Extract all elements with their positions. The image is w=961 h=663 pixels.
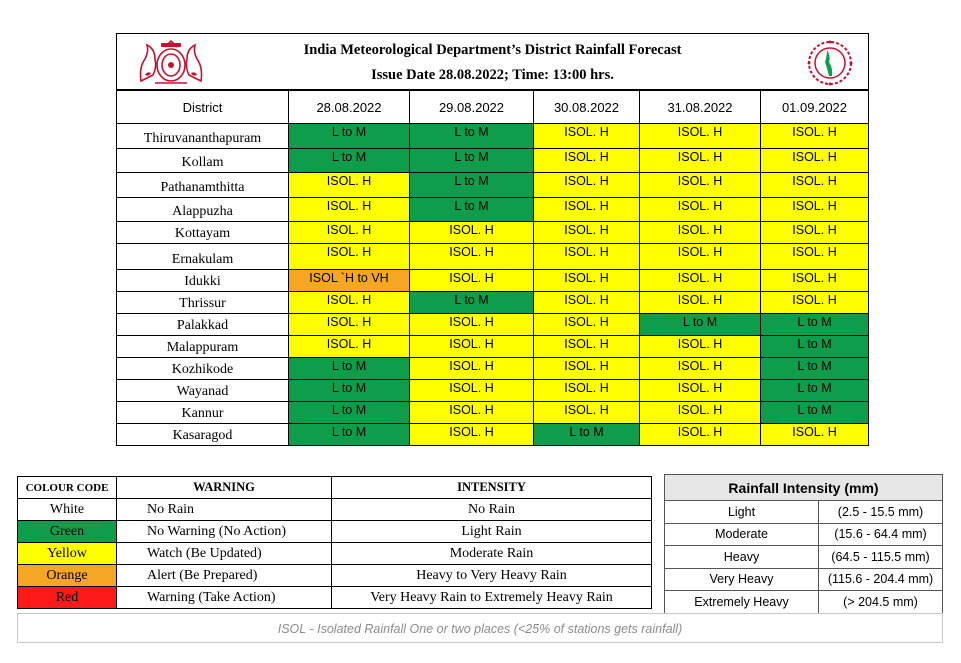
intensity-cell: No Rain — [332, 499, 652, 521]
forecast-cell: ISOL. H — [534, 314, 640, 336]
forecast-cell: ISOL. H — [640, 292, 761, 314]
district-name: Ernakulam — [117, 244, 289, 270]
forecast-cell: ISOL. H — [289, 173, 410, 198]
forecast-cell: ISOL. H — [534, 380, 640, 402]
forecast-cell: ISOL. H — [534, 270, 640, 292]
forecast-cell: L to M — [761, 402, 869, 424]
issue-date: Issue Date 28.08.2022; Time: 13:00 hrs. — [371, 67, 614, 83]
district-row — [117, 198, 869, 222]
district-row — [117, 292, 869, 314]
forecast-cell: ISOL. H — [761, 198, 869, 222]
intensity-row — [665, 568, 943, 591]
forecast-cell: ISOL. H — [410, 358, 534, 380]
date-column-header: 30.08.2022 — [534, 91, 640, 124]
district-row — [117, 270, 869, 292]
forecast-cell: L to M — [289, 124, 410, 149]
forecast-cell: ISOL. H — [410, 314, 534, 336]
forecast-cell: ISOL. H — [410, 270, 534, 292]
forecast-cell: ISOL. H — [761, 270, 869, 292]
intensity-category: Very Heavy — [665, 568, 819, 591]
forecast-cell: ISOL. H — [534, 336, 640, 358]
intensity-range: (15.6 - 64.4 mm) — [819, 523, 943, 546]
district-name: Kasaragod — [117, 424, 289, 446]
intensity-cell: Very Heavy Rain to Extremely Heavy Rain — [332, 587, 652, 609]
district-row — [117, 124, 869, 149]
district-row — [117, 380, 869, 402]
table-header-row — [117, 91, 869, 124]
forecast-cell: ISOL. H — [534, 222, 640, 244]
intensity-category: Heavy — [665, 546, 819, 569]
legend-row — [18, 521, 652, 543]
forecast-cell: ISOL. H — [534, 149, 640, 173]
warning-header: WARNING — [117, 477, 332, 499]
forecast-cell: ISOL. H — [289, 198, 410, 222]
forecast-cell: L to M — [410, 173, 534, 198]
district-name: Palakkad — [117, 314, 289, 336]
district-forecast-table — [116, 90, 869, 446]
legend-row — [18, 587, 652, 609]
district-row — [117, 244, 869, 270]
colour-code-cell: White — [18, 499, 117, 521]
district-name: Kannur — [117, 402, 289, 424]
legend-row — [18, 499, 652, 521]
forecast-cell: ISOL. H — [534, 124, 640, 149]
intensity-table-body — [665, 501, 943, 614]
report-header — [116, 33, 869, 90]
date-column-header: 31.08.2022 — [640, 91, 761, 124]
colour-code-cell: Yellow — [18, 543, 117, 565]
forecast-cell: ISOL. H — [410, 244, 534, 270]
forecast-cell: ISOL. H — [640, 124, 761, 149]
district-name: Idukki — [117, 270, 289, 292]
forecast-cell: L to M — [410, 149, 534, 173]
colour-code-legend — [17, 476, 652, 609]
intensity-category: Moderate — [665, 523, 819, 546]
intensity-category: Light — [665, 501, 819, 524]
forecast-cell: L to M — [410, 124, 534, 149]
forecast-cell: L to M — [289, 358, 410, 380]
forecast-cell: ISOL. H — [640, 222, 761, 244]
warning-cell: Watch (Be Updated) — [117, 543, 332, 565]
district-row — [117, 314, 869, 336]
intensity-row — [665, 523, 943, 546]
colour-code-cell: Red — [18, 587, 117, 609]
intensity-row — [665, 501, 943, 524]
forecast-cell: ISOL. H — [761, 424, 869, 446]
forecast-cell: ISOL. H — [410, 402, 534, 424]
forecast-cell: ISOL. H — [289, 292, 410, 314]
forecast-cell: ISOL. H — [534, 402, 640, 424]
forecast-cell: L to M — [289, 424, 410, 446]
legend-row — [18, 543, 652, 565]
forecast-cell: ISOL. H — [761, 149, 869, 173]
district-name: Alappuzha — [117, 198, 289, 222]
forecast-cell: ISOL. H — [410, 424, 534, 446]
forecast-cell: ISOL. H — [640, 380, 761, 402]
forecast-cell: L to M — [289, 402, 410, 424]
forecast-cell: ISOL. H — [640, 149, 761, 173]
colour-code-cell: Green — [18, 521, 117, 543]
intensity-range: (115.6 - 204.4 mm) — [819, 568, 943, 591]
district-row — [117, 149, 869, 173]
colour-code-cell: Orange — [18, 565, 117, 587]
forecast-cell: ISOL. H — [534, 358, 640, 380]
forecast-cell: ISOL. H — [289, 336, 410, 358]
date-column-header: 29.08.2022 — [410, 91, 534, 124]
rainfall-intensity-table — [664, 474, 943, 614]
forecast-cell: ISOL. H — [640, 198, 761, 222]
forecast-cell: ISOL. H — [640, 270, 761, 292]
forecast-cell: ISOL. H — [761, 292, 869, 314]
forecast-cell: ISOL. H — [761, 222, 869, 244]
forecast-cell: ISOL `H to VH — [289, 270, 410, 292]
forecast-cell: L to M — [761, 314, 869, 336]
warning-cell: Alert (Be Prepared) — [117, 565, 332, 587]
isol-footnote: ISOL - Isolated Rainfall One or two places (<25% of stations gets rainfall) — [277, 622, 683, 636]
intensity-range: (2.5 - 15.5 mm) — [819, 501, 943, 524]
warning-cell: No Warning (No Action) — [117, 521, 332, 543]
forecast-cell: ISOL. H — [534, 173, 640, 198]
district-name: Malappuram — [117, 336, 289, 358]
report-title: India Meteorological Department’s District Rainfall Forecast — [303, 42, 682, 58]
district-name: Kottayam — [117, 222, 289, 244]
district-column-header: District — [117, 91, 289, 124]
intensity-header: INTENSITY — [332, 477, 652, 499]
date-column-header: 28.08.2022 — [289, 91, 410, 124]
forecast-cell: ISOL. H — [640, 173, 761, 198]
warning-cell: Warning (Take Action) — [117, 587, 332, 609]
forecast-cell: L to M — [761, 358, 869, 380]
forecast-cell: L to M — [410, 198, 534, 222]
forecast-cell: L to M — [410, 292, 534, 314]
forecast-cell: L to M — [761, 336, 869, 358]
district-name: Thrissur — [117, 292, 289, 314]
district-row — [117, 222, 869, 244]
forecast-cell: ISOL. H — [640, 402, 761, 424]
district-name: Kozhikode — [117, 358, 289, 380]
forecast-cell: ISOL. H — [640, 358, 761, 380]
forecast-cell: ISOL. H — [640, 424, 761, 446]
forecast-cell: ISOL. H — [534, 244, 640, 270]
forecast-table-body — [117, 124, 869, 446]
forecast-cell: ISOL. H — [289, 244, 410, 270]
forecast-cell: ISOL. H — [410, 222, 534, 244]
forecast-cell: ISOL. H — [640, 336, 761, 358]
forecast-cell: ISOL. H — [289, 314, 410, 336]
warning-cell: No Rain — [117, 499, 332, 521]
intensity-cell: Moderate Rain — [332, 543, 652, 565]
district-row — [117, 173, 869, 198]
forecast-cell: ISOL. H — [410, 380, 534, 402]
forecast-cell: ISOL. H — [534, 292, 640, 314]
forecast-cell: L to M — [534, 424, 640, 446]
intensity-range: (> 204.5 mm) — [819, 591, 943, 614]
forecast-cell: ISOL. H — [289, 222, 410, 244]
forecast-cell: ISOL. H — [761, 173, 869, 198]
date-column-header: 01.09.2022 — [761, 91, 869, 124]
intensity-cell: Heavy to Very Heavy Rain — [332, 565, 652, 587]
forecast-cell: L to M — [761, 380, 869, 402]
district-name: Kollam — [117, 149, 289, 173]
forecast-cell: ISOL. H — [761, 124, 869, 149]
legend-body — [18, 499, 652, 609]
intensity-table-title: Rainfall Intensity (mm) — [665, 475, 943, 501]
intensity-cell: Light Rain — [332, 521, 652, 543]
forecast-cell: L to M — [289, 149, 410, 173]
intensity-range: (64.5 - 115.5 mm) — [819, 546, 943, 569]
district-name: Wayanad — [117, 380, 289, 402]
district-row — [117, 336, 869, 358]
district-name: Pathanamthitta — [117, 173, 289, 198]
forecast-cell: ISOL. H — [761, 244, 869, 270]
legend-header-row — [18, 477, 652, 499]
kerala-disaster-logo — [805, 38, 855, 88]
forecast-cell: L to M — [289, 380, 410, 402]
intensity-row — [665, 546, 943, 569]
forecast-cell: ISOL. H — [410, 336, 534, 358]
intensity-category: Extremely Heavy — [665, 591, 819, 614]
forecast-cell: L to M — [640, 314, 761, 336]
footnote-box — [17, 613, 943, 643]
forecast-cell: ISOL. H — [640, 244, 761, 270]
district-row — [117, 424, 869, 446]
forecast-cell: ISOL. H — [534, 198, 640, 222]
colour-code-header: COLOUR CODE — [18, 477, 117, 499]
legend-row — [18, 565, 652, 587]
district-row — [117, 402, 869, 424]
intensity-row — [665, 591, 943, 614]
district-name: Thiruvananthapuram — [117, 124, 289, 149]
district-row — [117, 358, 869, 380]
